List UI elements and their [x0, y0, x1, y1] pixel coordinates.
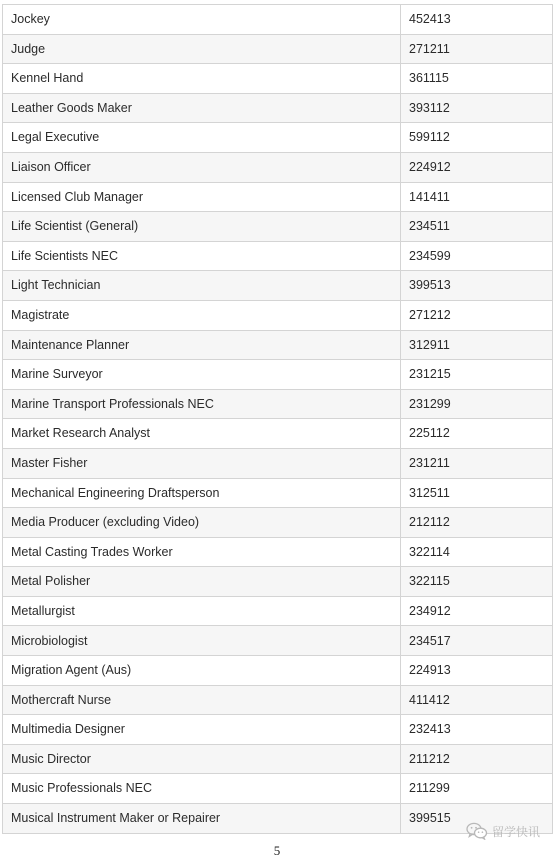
table-row — [3, 537, 553, 567]
anzsco-code-cell: 211299 — [401, 774, 553, 804]
table-row — [3, 508, 553, 538]
table-row — [3, 182, 553, 212]
occupation-name-cell: Life Scientists NEC — [3, 241, 401, 271]
table-row — [3, 93, 553, 123]
table-row — [3, 656, 553, 686]
occupation-table — [2, 4, 553, 834]
table-row — [3, 715, 553, 745]
anzsco-code-cell: 224912 — [401, 152, 553, 182]
occupation-name-cell: Multimedia Designer — [3, 715, 401, 745]
watermark-text: 留学快讯 — [491, 824, 540, 839]
anzsco-code-cell: 361115 — [401, 64, 553, 94]
anzsco-code-cell: 234912 — [401, 596, 553, 626]
table-row — [3, 300, 553, 330]
table-row — [3, 774, 553, 804]
table-row — [3, 5, 553, 35]
anzsco-code-cell: 322114 — [401, 537, 553, 567]
occupation-name-cell: Musical Instrument Maker or Repairer — [3, 804, 401, 834]
occupation-name-cell: Life Scientist (General) — [3, 212, 401, 242]
anzsco-code-cell: 234511 — [401, 212, 553, 242]
wechat-icon — [466, 822, 488, 840]
occupation-name-cell: Music Director — [3, 744, 401, 774]
table-row — [3, 123, 553, 153]
anzsco-code-cell: 231215 — [401, 360, 553, 390]
occupation-table-container — [2, 4, 552, 834]
anzsco-code-cell: 312511 — [401, 478, 553, 508]
occupation-name-cell: Migration Agent (Aus) — [3, 656, 401, 686]
occupation-name-cell: Legal Executive — [3, 123, 401, 153]
table-row — [3, 389, 553, 419]
occupation-name-cell: Media Producer (excluding Video) — [3, 508, 401, 538]
table-row — [3, 271, 553, 301]
anzsco-code-cell: 312911 — [401, 330, 553, 360]
occupation-name-cell: Kennel Hand — [3, 64, 401, 94]
anzsco-code-cell: 211212 — [401, 744, 553, 774]
anzsco-code-cell: 271212 — [401, 300, 553, 330]
occupation-name-cell: Mothercraft Nurse — [3, 685, 401, 715]
table-row — [3, 330, 553, 360]
occupation-name-cell: Metal Casting Trades Worker — [3, 537, 401, 567]
occupation-name-cell: Metallurgist — [3, 596, 401, 626]
anzsco-code-cell: 393112 — [401, 93, 553, 123]
occupation-name-cell: Mechanical Engineering Draftsperson — [3, 478, 401, 508]
occupation-name-cell: Market Research Analyst — [3, 419, 401, 449]
table-row — [3, 478, 553, 508]
occupation-table-body — [3, 5, 553, 834]
occupation-name-cell: Music Professionals NEC — [3, 774, 401, 804]
table-row — [3, 685, 553, 715]
occupation-name-cell: Maintenance Planner — [3, 330, 401, 360]
table-row — [3, 596, 553, 626]
anzsco-code-cell: 232413 — [401, 715, 553, 745]
occupation-name-cell: Master Fisher — [3, 448, 401, 478]
table-row — [3, 241, 553, 271]
occupation-name-cell: Leather Goods Maker — [3, 93, 401, 123]
occupation-name-cell: Licensed Club Manager — [3, 182, 401, 212]
anzsco-code-cell: 271211 — [401, 34, 553, 64]
table-row — [3, 567, 553, 597]
table-row — [3, 419, 553, 449]
anzsco-code-cell: 212112 — [401, 508, 553, 538]
anzsco-code-cell: 322115 — [401, 567, 553, 597]
table-row — [3, 212, 553, 242]
occupation-name-cell: Marine Transport Professionals NEC — [3, 389, 401, 419]
occupation-name-cell: Judge — [3, 34, 401, 64]
anzsco-code-cell: 399513 — [401, 271, 553, 301]
occupation-name-cell: Jockey — [3, 5, 401, 35]
anzsco-code-cell: 231299 — [401, 389, 553, 419]
anzsco-code-cell: 452413 — [401, 5, 553, 35]
occupation-name-cell: Marine Surveyor — [3, 360, 401, 390]
occupation-name-cell: Microbiologist — [3, 626, 401, 656]
anzsco-code-cell: 225112 — [401, 419, 553, 449]
occupation-name-cell: Metal Polisher — [3, 567, 401, 597]
page-number: 5 — [273, 843, 281, 858]
anzsco-code-cell: 234517 — [401, 626, 553, 656]
table-row — [3, 448, 553, 478]
anzsco-code-cell: 141411 — [401, 182, 553, 212]
table-row — [3, 626, 553, 656]
table-row — [3, 360, 553, 390]
anzsco-code-cell: 234599 — [401, 241, 553, 271]
anzsco-code-cell: 599112 — [401, 123, 553, 153]
anzsco-code-cell: 231211 — [401, 448, 553, 478]
anzsco-code-cell: 224913 — [401, 656, 553, 686]
watermark — [466, 822, 540, 840]
anzsco-code-cell: 399515 — [401, 804, 553, 834]
occupation-name-cell: Light Technician — [3, 271, 401, 301]
table-row — [3, 34, 553, 64]
occupation-name-cell: Magistrate — [3, 300, 401, 330]
anzsco-code-cell: 411412 — [401, 685, 553, 715]
table-row — [3, 744, 553, 774]
occupation-name-cell: Liaison Officer — [3, 152, 401, 182]
table-row — [3, 152, 553, 182]
table-row — [3, 64, 553, 94]
